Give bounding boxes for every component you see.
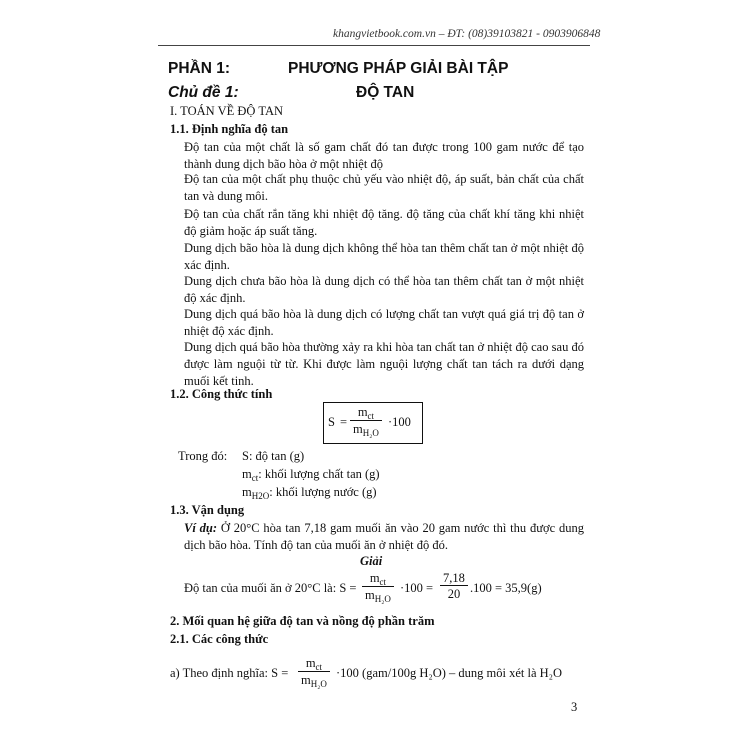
subsection-1-3-title: 1.3. Vận dụng <box>170 503 245 517</box>
subsection-1-1-title: 1.1. Định nghĩa độ tan <box>170 122 289 136</box>
solution-fraction-numeric: $\frac{7,18}{20}$ <box>440 571 468 602</box>
where-item: S: độ tan (g) <box>242 449 305 463</box>
section-1-title: I. TOÁN VỀ ĐỘ TAN <box>170 104 284 118</box>
section-2-title: 2. Mối quan hệ giữa độ tan và nồng độ phần trăm <box>170 614 435 628</box>
solution-mid: ·100 = <box>400 581 434 595</box>
topic-label: Chủ đề 1: <box>168 84 239 101</box>
page-number: 3 <box>571 700 578 714</box>
paragraph: Độ tan của một chất phụ thuộc chủ yếu vào nhiệt độ, áp suất, bản chất của chất tan và dung môi. <box>184 172 584 203</box>
solution-tail: .100 = 35,9(g) <box>470 581 542 595</box>
paragraph: Độ tan của chất rắn tăng khi nhiệt độ tăng. độ tăng của chất khí tăng khi nhiệt độ giảm hoặc áp suất tăng. <box>184 207 584 238</box>
part-label: PHẦN 1: <box>168 60 231 77</box>
formula-box <box>323 402 423 444</box>
formula-lhs: S <box>328 415 335 429</box>
where-item: $m_{ct}$: khối lượng chất tan (g) <box>242 467 380 483</box>
formula-tail: ·100 <box>388 415 411 429</box>
formula-fraction: $m_{ct}$ $m_{H_2O}$ <box>350 405 382 438</box>
solution-fraction: $m_{ct}$ $m_{H_2O}$ <box>362 571 394 604</box>
paragraph: Độ tan của một chất là số gam chất đó tan được trong 100 gam nước để tạo thành dung dịch bão hòa ở một nhiệt độ <box>184 140 584 171</box>
item-a-fraction: $m_{ct}$ $m_{H_2O}$ <box>298 656 330 689</box>
formula-equals: = <box>340 415 348 429</box>
subsection-2-1-title: 2.1. Các công thức <box>170 632 269 646</box>
page-header: khangvietbook.com.vn – ĐT: (08)39103821 - 0903906848 <box>333 28 601 40</box>
paragraph: Dung dịch bão hòa là dung dịch không thể hòa tan thêm chất tan ở một nhiệt độ xác định. <box>184 241 584 272</box>
example-paragraph <box>184 520 584 554</box>
topic-title: ĐỘ TAN <box>356 84 415 101</box>
example-label: Ví dụ: <box>184 521 218 535</box>
where-item: $m_{H2O}$: khối lượng nước (g) <box>242 485 377 501</box>
solution-label: Giải <box>360 554 383 568</box>
subsection-1-2-title: 1.2. Công thức tính <box>170 387 273 401</box>
solution-prefix: Độ tan của muối ăn ở 20°C là: S = <box>184 581 357 595</box>
part-title: PHƯƠNG PHÁP GIẢI BÀI TẬP <box>288 60 509 77</box>
header-rule <box>158 45 590 46</box>
example-text: Ở 20°C hòa tan 7,18 gam muối ăn vào 20 gam nước thì thu được dung dịch bão hòa. Tính độ tan của muối ăn ở nhiệt độ đó. <box>184 521 584 552</box>
item-a-tail: ·100 (gam/100g H₂O) – dung môi xét là H₂O <box>336 666 563 680</box>
paragraph: Dung dịch quá bão hòa thường xảy ra khi hòa tan chất tan ở nhiệt độ cao sau đó được làm nguội từ từ. Khi được làm nguội lượng chất tan tách ra dưới dạng muối kết tinh. <box>184 340 584 388</box>
paragraph: Dung dịch quá bão hòa là dung dịch có lượng chất tan vượt quá giá trị độ tan ở nhiệt độ xác định. <box>184 307 584 338</box>
where-label: Trong đó: <box>178 449 228 463</box>
paragraph: Dung dịch chưa bão hòa là dung dịch có thể hòa tan thêm chất tan ở một nhiệt độ xác định. <box>184 274 584 305</box>
item-a-label: a) Theo định nghĩa: S = <box>170 666 289 680</box>
